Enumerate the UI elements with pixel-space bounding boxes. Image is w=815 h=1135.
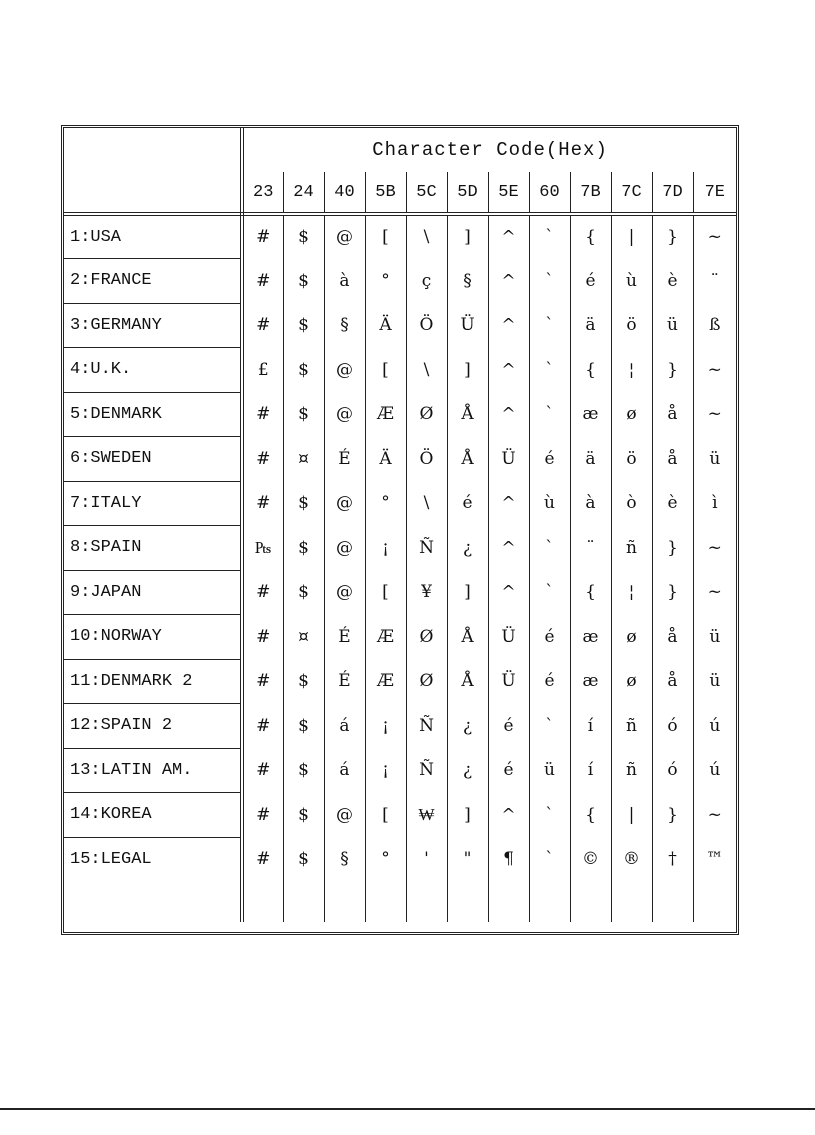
- character-cell: ™: [693, 837, 736, 922]
- character-cell: `: [529, 348, 570, 393]
- character-cell: #: [256, 448, 271, 469]
- character-cell: ¤: [283, 437, 324, 482]
- table-row: [64, 837, 736, 922]
- character-cell: ñ: [611, 704, 652, 749]
- character-cell: ": [447, 837, 488, 922]
- character-cell: [: [365, 570, 406, 615]
- character-cell: é: [529, 437, 570, 482]
- corner-cell: [64, 128, 242, 214]
- character-cell: ₩: [406, 793, 447, 838]
- table-row: [64, 748, 736, 793]
- character-cell: §: [324, 303, 365, 348]
- character-cell: #: [256, 849, 271, 869]
- character-cell: Ø: [406, 392, 447, 437]
- character-cell: é: [570, 259, 611, 304]
- character-cell: å: [652, 437, 693, 482]
- character-cell: Ö: [406, 303, 447, 348]
- character-cell: $: [283, 303, 324, 348]
- character-cell: }: [652, 348, 693, 393]
- character-cell: #: [256, 404, 271, 425]
- character-cell: ]: [447, 214, 488, 259]
- character-cell: Ü: [488, 615, 529, 660]
- character-cell: ü: [529, 748, 570, 793]
- character-cell: ù: [529, 481, 570, 526]
- character-cell: ¡: [365, 748, 406, 793]
- character-cell: #: [256, 227, 271, 248]
- character-cell: `: [529, 570, 570, 615]
- character-cell: Ñ: [406, 704, 447, 749]
- character-cell: °: [365, 259, 406, 304]
- hex-code: 7C: [611, 172, 652, 214]
- character-cell: ~: [693, 570, 736, 615]
- hex-code: 5C: [406, 172, 447, 214]
- character-cell: `: [529, 526, 570, 571]
- table-body: [64, 214, 736, 922]
- character-cell: $: [283, 481, 324, 526]
- character-cell: Ü: [488, 437, 529, 482]
- character-cell: ü: [652, 303, 693, 348]
- character-cell: é: [529, 615, 570, 660]
- character-cell: Ñ: [406, 748, 447, 793]
- character-cell: à: [324, 259, 365, 304]
- character-cell: Æ: [365, 392, 406, 437]
- character-cell: `: [529, 704, 570, 749]
- character-cell: @: [324, 348, 365, 393]
- country-label: 13:LATIN AM.: [64, 748, 242, 793]
- character-cell: Ø: [406, 659, 447, 704]
- character-cell: ñ: [611, 526, 652, 571]
- character-cell: §: [447, 259, 488, 304]
- character-cell: £: [257, 359, 269, 380]
- character-cell: í: [570, 748, 611, 793]
- character-cell: ~: [693, 348, 736, 393]
- character-cell: ì: [693, 481, 736, 526]
- character-cell: @: [324, 481, 365, 526]
- character-cell: #: [256, 760, 271, 781]
- character-cell: [: [365, 348, 406, 393]
- character-cell: ~: [693, 214, 736, 259]
- character-cell: ^: [488, 481, 529, 526]
- table-row: [64, 348, 736, 393]
- character-cell: ^: [488, 214, 529, 259]
- character-cell: }: [652, 570, 693, 615]
- hex-code: 7E: [693, 172, 736, 214]
- character-cell: \: [406, 348, 447, 393]
- country-label: 5:DENMARK: [64, 392, 242, 437]
- table-row: [64, 570, 736, 615]
- character-cell: ~: [693, 793, 736, 838]
- character-cell: §: [324, 837, 365, 922]
- character-cell: `: [529, 259, 570, 304]
- character-cell: #: [256, 804, 271, 825]
- character-cell: é: [488, 704, 529, 749]
- character-cell: í: [570, 704, 611, 749]
- character-cell: à: [570, 481, 611, 526]
- character-cell: #: [256, 493, 271, 514]
- character-cell: å: [652, 392, 693, 437]
- character-cell: }: [652, 214, 693, 259]
- character-cell: æ: [570, 392, 611, 437]
- character-cell: ^: [488, 348, 529, 393]
- country-label: 10:NORWAY: [64, 615, 242, 660]
- character-cell: ]: [447, 570, 488, 615]
- character-cell: $: [283, 837, 324, 922]
- hex-code: 5D: [447, 172, 488, 214]
- character-cell: `: [529, 303, 570, 348]
- character-cell: ~: [693, 526, 736, 571]
- character-cell: #: [256, 582, 271, 603]
- country-label: 12:SPAIN 2: [64, 704, 242, 749]
- character-cell: Æ: [365, 659, 406, 704]
- hex-code: 7B: [570, 172, 611, 214]
- character-cell: ^: [488, 526, 529, 571]
- character-cell: ø: [611, 615, 652, 660]
- character-cell: \: [406, 214, 447, 259]
- character-cell: É: [324, 437, 365, 482]
- character-cell: @: [324, 392, 365, 437]
- character-cell: á: [324, 748, 365, 793]
- character-cell: #: [256, 671, 271, 692]
- character-cell: }: [652, 526, 693, 571]
- table-title: Character Code(Hex): [372, 139, 608, 161]
- character-cell: `: [529, 392, 570, 437]
- country-label: 2:FRANCE: [64, 259, 242, 304]
- character-cell: ù: [611, 259, 652, 304]
- character-cell: ^: [488, 259, 529, 304]
- country-label: 3:GERMANY: [64, 303, 242, 348]
- character-cell: #: [256, 715, 271, 736]
- country-label: 7:ITALY: [64, 481, 242, 526]
- character-cell: å: [652, 659, 693, 704]
- character-cell: @: [324, 214, 365, 259]
- character-cell: ]: [447, 793, 488, 838]
- character-cell: ®: [611, 837, 652, 922]
- character-cell: è: [652, 259, 693, 304]
- character-cell: $: [283, 392, 324, 437]
- character-cell: ^: [488, 570, 529, 615]
- character-cell: [: [365, 214, 406, 259]
- country-label: 14:KOREA: [64, 793, 242, 838]
- character-cell: `: [529, 837, 570, 922]
- character-cell: ç: [406, 259, 447, 304]
- character-cell: ø: [611, 392, 652, 437]
- character-cell: á: [324, 704, 365, 749]
- character-cell: ]: [447, 348, 488, 393]
- character-cell: ñ: [611, 748, 652, 793]
- country-label: 1:USA: [64, 214, 242, 259]
- table-row: [64, 392, 736, 437]
- character-cell: [: [365, 793, 406, 838]
- character-cell: $: [283, 570, 324, 615]
- character-cell: Ä: [365, 303, 406, 348]
- table-row: [64, 437, 736, 482]
- table-row: [64, 659, 736, 704]
- character-cell: è: [652, 481, 693, 526]
- table-row: [64, 704, 736, 749]
- character-cell: é: [447, 481, 488, 526]
- character-cell: Ä: [365, 437, 406, 482]
- country-label: 15:LEGAL: [64, 837, 242, 922]
- character-cell: ó: [652, 704, 693, 749]
- table-row: [64, 303, 736, 348]
- page-bottom-rule: [0, 1108, 815, 1110]
- character-cell: $: [283, 348, 324, 393]
- character-cell: #: [256, 315, 271, 336]
- character-cell: Ü: [447, 303, 488, 348]
- hex-code: 7D: [652, 172, 693, 214]
- character-cell: @: [324, 793, 365, 838]
- table-row: [64, 615, 736, 660]
- character-cell: É: [324, 659, 365, 704]
- table-row: [64, 214, 736, 259]
- country-label: 9:JAPAN: [64, 570, 242, 615]
- character-cell: |: [611, 793, 652, 838]
- hex-code: 5E: [488, 172, 529, 214]
- hex-code: 60: [529, 172, 570, 214]
- character-cell: ¿: [447, 526, 488, 571]
- character-cell: ¦: [611, 570, 652, 615]
- hex-code: 23: [242, 172, 283, 214]
- character-cell: ¤: [283, 615, 324, 660]
- character-cell: †: [652, 837, 693, 922]
- character-cell: ü: [693, 659, 736, 704]
- character-cell: ö: [611, 437, 652, 482]
- character-cell: ¶: [488, 837, 529, 922]
- table-row: [64, 793, 736, 838]
- character-cell: $: [283, 748, 324, 793]
- character-cell: Ñ: [406, 526, 447, 571]
- country-label: 6:SWEDEN: [64, 437, 242, 482]
- character-cell: $: [283, 526, 324, 571]
- character-cell: Å: [447, 392, 488, 437]
- character-cell: $: [283, 259, 324, 304]
- character-cell: }: [652, 793, 693, 838]
- country-label: 4:U.K.: [64, 348, 242, 393]
- character-cell: ^: [488, 392, 529, 437]
- character-cell: å: [652, 615, 693, 660]
- character-cell: Å: [447, 437, 488, 482]
- character-cell: {: [570, 214, 611, 259]
- character-cell: ©: [570, 837, 611, 922]
- character-cell: #: [256, 270, 271, 291]
- character-cell: $: [283, 704, 324, 749]
- character-cell: {: [570, 348, 611, 393]
- character-cell: °: [365, 481, 406, 526]
- country-label: 8:SPAIN: [64, 526, 242, 571]
- character-cell: Æ: [365, 615, 406, 660]
- character-cell: ¿: [447, 704, 488, 749]
- character-cell: ö: [611, 303, 652, 348]
- character-cell: ^: [488, 793, 529, 838]
- character-cell: ò: [611, 481, 652, 526]
- character-cell: ¿: [447, 748, 488, 793]
- character-cell: @: [324, 526, 365, 571]
- character-cell: |: [611, 214, 652, 259]
- character-cell: Ü: [488, 659, 529, 704]
- character-cell: Å: [447, 659, 488, 704]
- character-cell: æ: [570, 615, 611, 660]
- title-row: [64, 128, 736, 172]
- character-cell: ¡: [365, 526, 406, 571]
- character-cell: ¡: [365, 704, 406, 749]
- character-cell: Ø: [406, 615, 447, 660]
- character-cell: $: [283, 659, 324, 704]
- character-cell: `: [529, 793, 570, 838]
- hex-code: 5B: [365, 172, 406, 214]
- character-cell: É: [324, 615, 365, 660]
- hex-code: 24: [283, 172, 324, 214]
- character-cell: Å: [447, 615, 488, 660]
- character-cell: ¨: [693, 259, 736, 304]
- character-cell: ü: [693, 437, 736, 482]
- character-cell: $: [283, 214, 324, 259]
- character-cell: é: [529, 659, 570, 704]
- character-cell: ₧: [255, 537, 272, 558]
- character-cell: {: [570, 793, 611, 838]
- character-cell: #: [256, 626, 271, 647]
- character-cell: ú: [693, 748, 736, 793]
- character-cell: ': [406, 837, 447, 922]
- hex-code: 40: [324, 172, 365, 214]
- character-cell: {: [570, 570, 611, 615]
- character-cell: ø: [611, 659, 652, 704]
- character-cell: `: [529, 214, 570, 259]
- character-cell: ¦: [611, 348, 652, 393]
- character-cell: ^: [488, 303, 529, 348]
- character-cell: é: [488, 748, 529, 793]
- character-cell: °: [365, 837, 406, 922]
- character-cell: ¨: [570, 526, 611, 571]
- character-cell: ä: [570, 437, 611, 482]
- character-cell: ~: [693, 392, 736, 437]
- character-cell: Ö: [406, 437, 447, 482]
- character-cell: ü: [693, 615, 736, 660]
- character-cell: ó: [652, 748, 693, 793]
- table-row: [64, 526, 736, 571]
- table-row: [64, 259, 736, 304]
- character-cell: \: [406, 481, 447, 526]
- character-set-table: [64, 128, 736, 922]
- character-cell: @: [324, 570, 365, 615]
- character-cell: æ: [570, 659, 611, 704]
- character-cell: ú: [693, 704, 736, 749]
- country-label: 11:DENMARK 2: [64, 659, 242, 704]
- table-row: [64, 481, 736, 526]
- character-cell: ß: [693, 303, 736, 348]
- character-cell: ¥: [406, 570, 447, 615]
- character-cell: ä: [570, 303, 611, 348]
- character-cell: $: [283, 793, 324, 838]
